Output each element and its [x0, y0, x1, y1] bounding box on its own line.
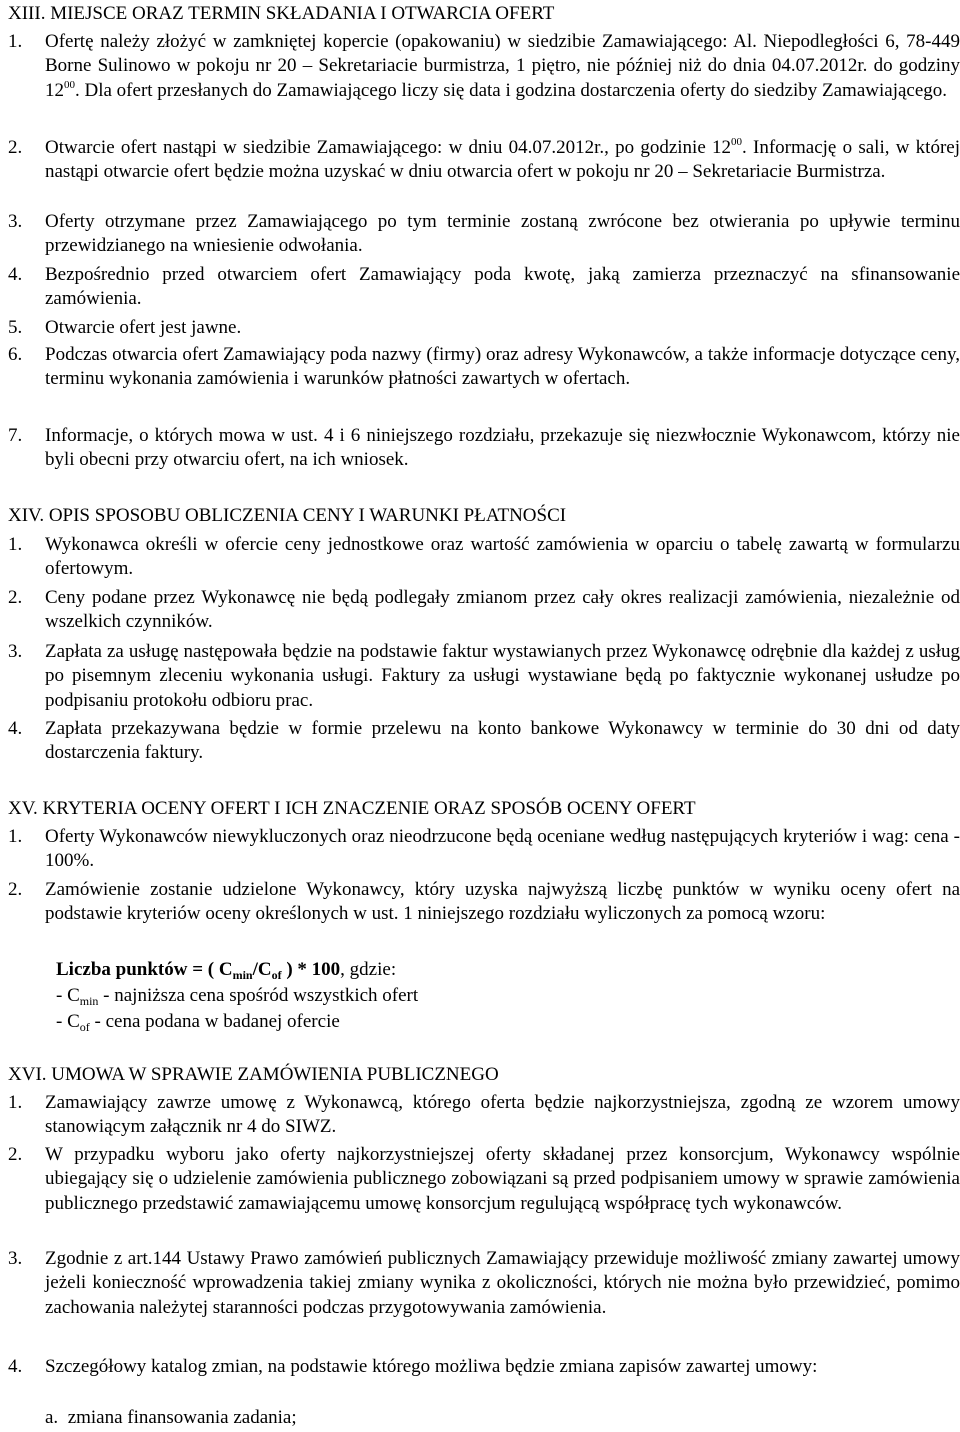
section-heading-xvi: XVI. UMOWA W SPRAWIE ZAMÓWIENIA PUBLICZNEGO: [8, 1064, 499, 1085]
item-text-continued: . Informację o sali, w której nastąpi otwarcie ofert będzie można uzyskać w dniu otwarcia ofert w pokoju nr 20 – Sekretariacie Burmistrza.: [45, 137, 960, 183]
item-number: 4.: [8, 264, 23, 285]
definition-prefix: - C: [56, 985, 80, 1006]
item-text: Otwarcie ofert nastąpi w siedzibie Zamawiającego: w dniu 04.07.2012r., po godzinie 12: [45, 137, 732, 158]
list-item: [8, 424, 960, 473]
formula-definition-of: [56, 1010, 340, 1034]
list-item: [8, 1091, 960, 1140]
list-item: [8, 717, 960, 766]
item-number: 1.: [8, 826, 23, 847]
section-heading-xiv: XIV. OPIS SPOSOBU OBLICZENIA CENY I WARUNKI PŁATNOŚCI: [8, 505, 567, 526]
formula-sub-of: of: [271, 968, 282, 982]
section-heading-xiii: XIII. MIEJSCE ORAZ TERMIN SKŁADANIA I OTWARCIA OFERT: [8, 3, 555, 24]
list-item: [8, 30, 960, 103]
formula-definition-min: [56, 984, 418, 1008]
item-text: Oferty Wykonawców niewykluczonych oraz nieodrzucone będą oceniane według następujących kryteriów i wag: cena - 100%.: [45, 826, 960, 872]
item-number: 2.: [8, 587, 23, 608]
item-text: Zgodnie z art.144 Ustawy Prawo zamówień publicznych Zamawiający przewiduje możliwość zmiany zawartej umowy jeżeli konieczność wprowadzenia takiej zmiany wynika z okoliczności, których nie można było przewidzieć, pomimo zachowania należytej staranności podczas przygotowywania zamówienia.: [45, 1248, 960, 1318]
superscript: 00: [731, 136, 743, 148]
item-number: 4.: [8, 1356, 23, 1377]
definition-sub: of: [79, 1020, 90, 1034]
formula-plain-suffix: , gdzie:: [340, 959, 397, 980]
item-text: Szczegółowy katalog zmian, na podstawie którego możliwa będzie zmiana zapisów zawartej umowy:: [45, 1356, 818, 1377]
definition-sub: min: [79, 994, 99, 1008]
item-number: 5.: [8, 317, 23, 338]
list-item: [8, 586, 960, 635]
list-item: [8, 878, 960, 927]
item-text-continued: . Dla ofert przesłanych do Zamawiającego liczy się data i godzina dostarczenia oferty do siedziby Zamawiającego.: [75, 79, 948, 101]
sub-item-label: a.: [45, 1407, 59, 1428]
list-item: [8, 825, 960, 874]
item-number: 4.: [8, 718, 23, 739]
list-item: [8, 1143, 960, 1216]
item-text: Informacje, o których mowa w ust. 4 i 6 niniejszego rozdziału, przekazuje się niezwłocznie Wykonawcom, którzy nie byli obecni przy otwarciu ofert, na ich wniosek.: [45, 425, 960, 471]
item-text: Ofertę należy złożyć w zamkniętej kopercie (opakowaniu) w siedzibie Zamawiającego: Al. Niepodległości 6, 78-449 Borne Sulinowo w pokoju nr 20 – Sekretariacie burmistrza, 1 piętro, nie później niż do dnia 04.07.2012r. do godziny 12: [45, 31, 960, 101]
item-number: 3.: [8, 1248, 23, 1269]
sub-list-item: [45, 1406, 297, 1430]
item-number: 6.: [8, 344, 23, 365]
item-text: Zapłata za usługę następowała będzie na podstawie faktur wystawianych przez Wykonawcę odrębnie dla każdej z usług po pisemnym zleceniu wykonania usługi. Faktury za usługi wystawiane będą po faktycznie wykonanej usłudze po podpisaniu protokołu odbioru prac.: [45, 641, 960, 711]
item-number: 1.: [8, 534, 23, 555]
item-text: Oferty otrzymane przez Zamawiającego po tym terminie zostaną zwrócone bez otwierania po upływie terminu przewidzianego na wniesienie odwołania.: [45, 211, 960, 257]
item-text: Zapłata przekazywana będzie w formie przelewu na konto bankowe Wykonawcy w terminie do 30 dni od daty dostarczenia faktury.: [45, 718, 960, 764]
formula-bold-suffix: ) * 100: [281, 959, 341, 980]
item-text: Zamówienie zostanie udzielone Wykonawcy, który uzyska najwyższą liczbę punktów w wyniku oceny ofert na podstawie kryteriów oceny określonych w ust. 1 niniejszego rozdziału wyliczonych za pomocą wzoru:: [45, 879, 960, 925]
item-number: 7.: [8, 425, 23, 446]
item-text: Ceny podane przez Wykonawcę nie będą podlegały zmianom przez cały okres realizacji zamówienia, niezależnie od wszelkich czynników.: [45, 587, 960, 633]
item-number: 3.: [8, 211, 23, 232]
item-number: 2.: [8, 137, 23, 158]
formula-sub-min: min: [232, 968, 253, 982]
list-item: [8, 263, 960, 312]
item-number: 2.: [8, 879, 23, 900]
definition-text: - najniższa cena spośród wszystkich ofert: [98, 985, 419, 1006]
item-number: 1.: [8, 1092, 23, 1113]
item-number: 3.: [8, 641, 23, 662]
item-text: Podczas otwarcia ofert Zamawiający poda nazwy (firmy) oraz adresy Wykonawców, a także informacje dotyczące ceny, terminu wykonania zamówienia i warunków płatności zawartych w ofertach.: [45, 344, 960, 390]
superscript: 00: [64, 78, 75, 91]
list-item: [8, 533, 960, 582]
sub-item-text: zmiana finansowania zadania;: [67, 1407, 297, 1428]
list-item: [8, 640, 960, 713]
list-item: [8, 1355, 960, 1379]
item-text: Otwarcie ofert jest jawne.: [45, 317, 242, 338]
score-formula: [56, 958, 396, 982]
list-item: [8, 136, 960, 185]
list-item: [8, 210, 960, 259]
list-item: [8, 1247, 960, 1320]
section-heading-xv: XV. KRYTERIA OCENY OFERT I ICH ZNACZENIE ORAZ SPOSÓB OCENY OFERT: [8, 798, 696, 819]
item-text: Zamawiający zawrze umowę z Wykonawcą, którego oferta będzie najkorzystniejsza, zgodną ze wzorem umowy stanowiącym załącznik nr 4 do SIWZ.: [45, 1092, 960, 1138]
item-number: 1.: [8, 31, 23, 52]
item-text: Wykonawca określi w ofercie ceny jednostkowe oraz wartość zamówienia w oparciu o tabelę zawartą w formularzu ofertowym.: [45, 534, 960, 580]
definition-prefix: - C: [56, 1011, 80, 1032]
item-text: Bezpośrednio przed otwarciem ofert Zamawiający poda kwotę, jaką zamierza przeznaczyć na sfinansowanie zamówienia.: [45, 264, 960, 310]
item-text: W przypadku wyboru jako oferty najkorzystniejszej oferty składanej przez konsorcjum, Wykonawcy wspólnie ubiegający się o udzielenie zamówienia publicznego zobowiązani są przed podpisaniem umowy w sprawie zamówienia publicznego przedstawić zamawiającemu umowę konsorcjum regulującą współpracę tych wykonawców.: [45, 1144, 960, 1214]
list-item: [8, 316, 960, 340]
definition-text: - cena podana w badanej ofercie: [89, 1011, 340, 1032]
list-item: [8, 343, 960, 392]
item-number: 2.: [8, 1144, 23, 1165]
formula-bold-prefix: Liczba punktów = ( C: [56, 959, 233, 980]
formula-bold-mid: /C: [252, 959, 272, 980]
